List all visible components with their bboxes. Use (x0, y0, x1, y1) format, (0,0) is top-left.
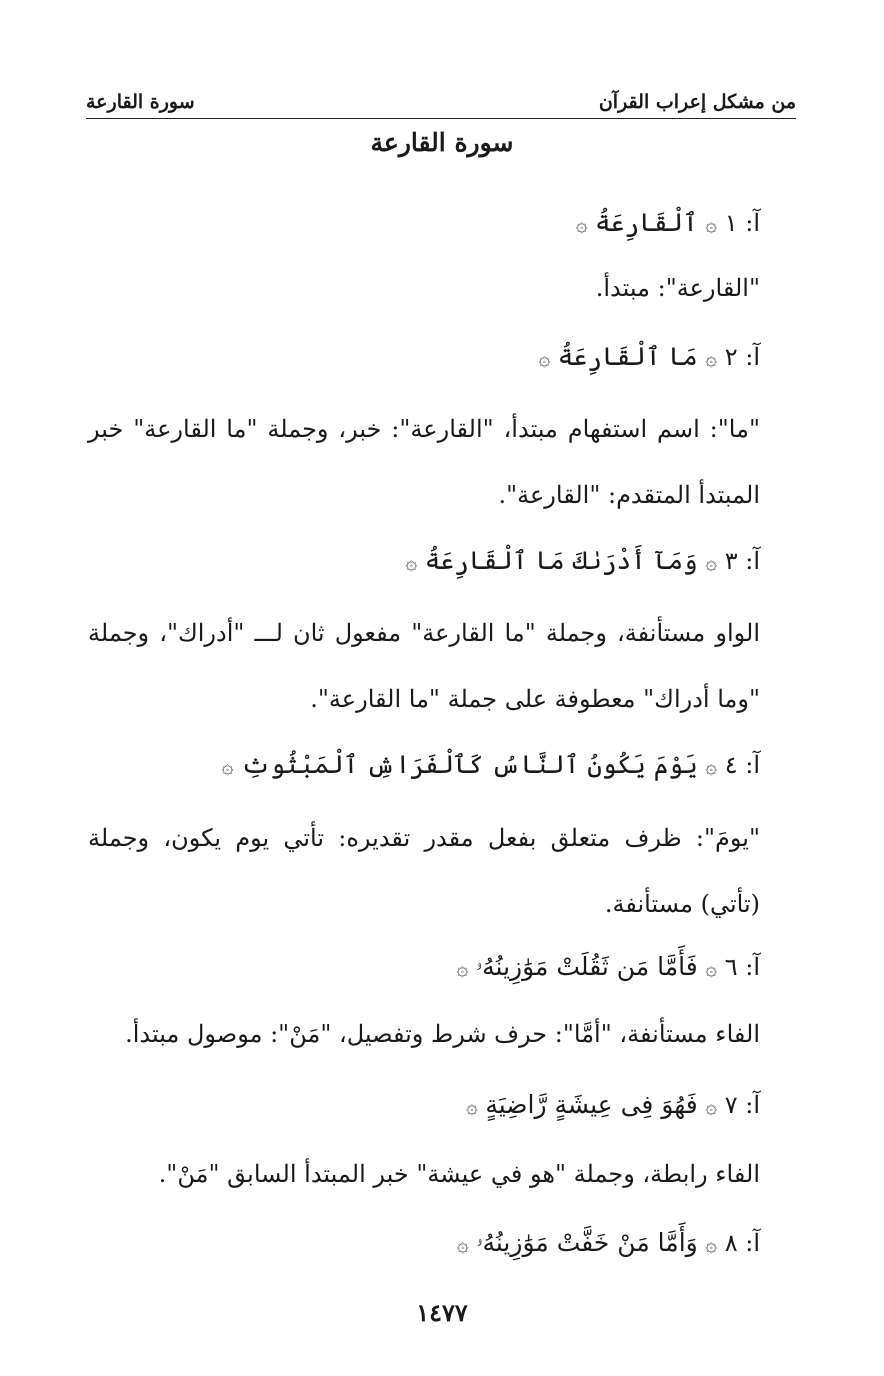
ayah-ref: آ: ٦ (724, 953, 760, 981)
ornament-close-icon: ۞ (221, 754, 234, 778)
header-book-title: من مشكل إعراب القرآن (598, 91, 796, 113)
ayah-ref: آ: ٢ (724, 343, 760, 371)
ornament-close-icon: ۞ (456, 1232, 469, 1256)
quran-text: فَهُوَ فِى عِيشَةٍ رَّاضِيَةٍ (485, 1090, 698, 1119)
ayah-line (88, 538, 760, 584)
ornament-open-icon: ۞ (705, 1232, 718, 1256)
ayah-line (88, 1082, 760, 1128)
header-surah-name: سورة القارعة (86, 91, 195, 113)
quran-text: مَا ٱلْقَارِعَةُ (557, 342, 698, 371)
surah-title: سورة القارعة (370, 128, 514, 157)
ayah-line (88, 334, 760, 380)
ornament-close-icon: ۞ (465, 1094, 478, 1118)
ayah-line (88, 200, 760, 246)
grammar-paragraph: الواو مستأنفة، وجملة "ما القارعة" مفعول ثان لـــ "أدراك"، وجملة "وما أدراك" معطوفة على جملة "ما القارعة". (88, 619, 760, 713)
grammar-paragraph: "القارعة": مبتدأ. (595, 274, 760, 302)
ayah-ref: آ: ٨ (724, 1229, 760, 1257)
ayah-ref: آ: ٣ (724, 547, 760, 575)
ornament-open-icon: ۞ (705, 754, 718, 778)
ornament-open-icon: ۞ (705, 212, 718, 236)
ornament-open-icon: ۞ (705, 956, 718, 980)
page-number: ١٤٧٧ (416, 1298, 468, 1327)
ayah-line (88, 1220, 760, 1266)
grammar-paragraph: "ما": اسم استفهام مبتدأ، "القارعة": خبر، وجملة "ما القارعة" خبر المبتدأ المتقدم: "القارعة". (88, 415, 760, 509)
ornament-close-icon: ۞ (538, 346, 551, 370)
ornament-open-icon: ۞ (705, 1094, 718, 1118)
ornament-close-icon: ۞ (456, 956, 469, 980)
ornament-open-icon: ۞ (705, 550, 718, 574)
ayah-ref: آ: ٧ (724, 1091, 760, 1119)
grammar-paragraph: الفاء مستأنفة، "أمَّا": حرف شرط وتفصيل، "مَنْ": موصول مبتدأ. (125, 1020, 760, 1048)
ayah-line (88, 944, 760, 990)
quran-text: وَمَآ أَدْرَىٰكَ مَا ٱلْقَارِعَةُ (424, 546, 698, 575)
ayah-ref: آ: ١ (724, 209, 760, 237)
ornament-close-icon: ۞ (405, 550, 418, 574)
grammar-paragraph: الفاء رابطة، وجملة "هو في عيشة" خبر المبتدأ السابق "مَنْ". (158, 1160, 760, 1188)
quran-text: وَأَمَّا مَنْ خَفَّتْ مَوَٰزِينُهُۥ (476, 1228, 698, 1257)
ayah-ref: آ: ٤ (724, 751, 760, 779)
quran-text: ٱلْقَارِعَةُ (595, 208, 698, 237)
grammar-paragraph: "يومَ": ظرف متعلق بفعل مقدر تقديره: تأتي يوم يكون، وجملة (تأتي) مستأنفة. (88, 824, 760, 918)
ornament-close-icon: ۞ (575, 212, 588, 236)
ornament-open-icon: ۞ (705, 346, 718, 370)
quran-text: يَوْمَ يَكُونُ ٱلنَّاسُ كَٱلْفَرَاشِ ٱلْمَبْثُوثِ (241, 750, 698, 779)
ayah-line (88, 742, 760, 788)
quran-text: فَأَمَّا مَن ثَقُلَتْ مَوَٰزِينُهُۥ (475, 952, 698, 981)
running-header (86, 84, 796, 119)
